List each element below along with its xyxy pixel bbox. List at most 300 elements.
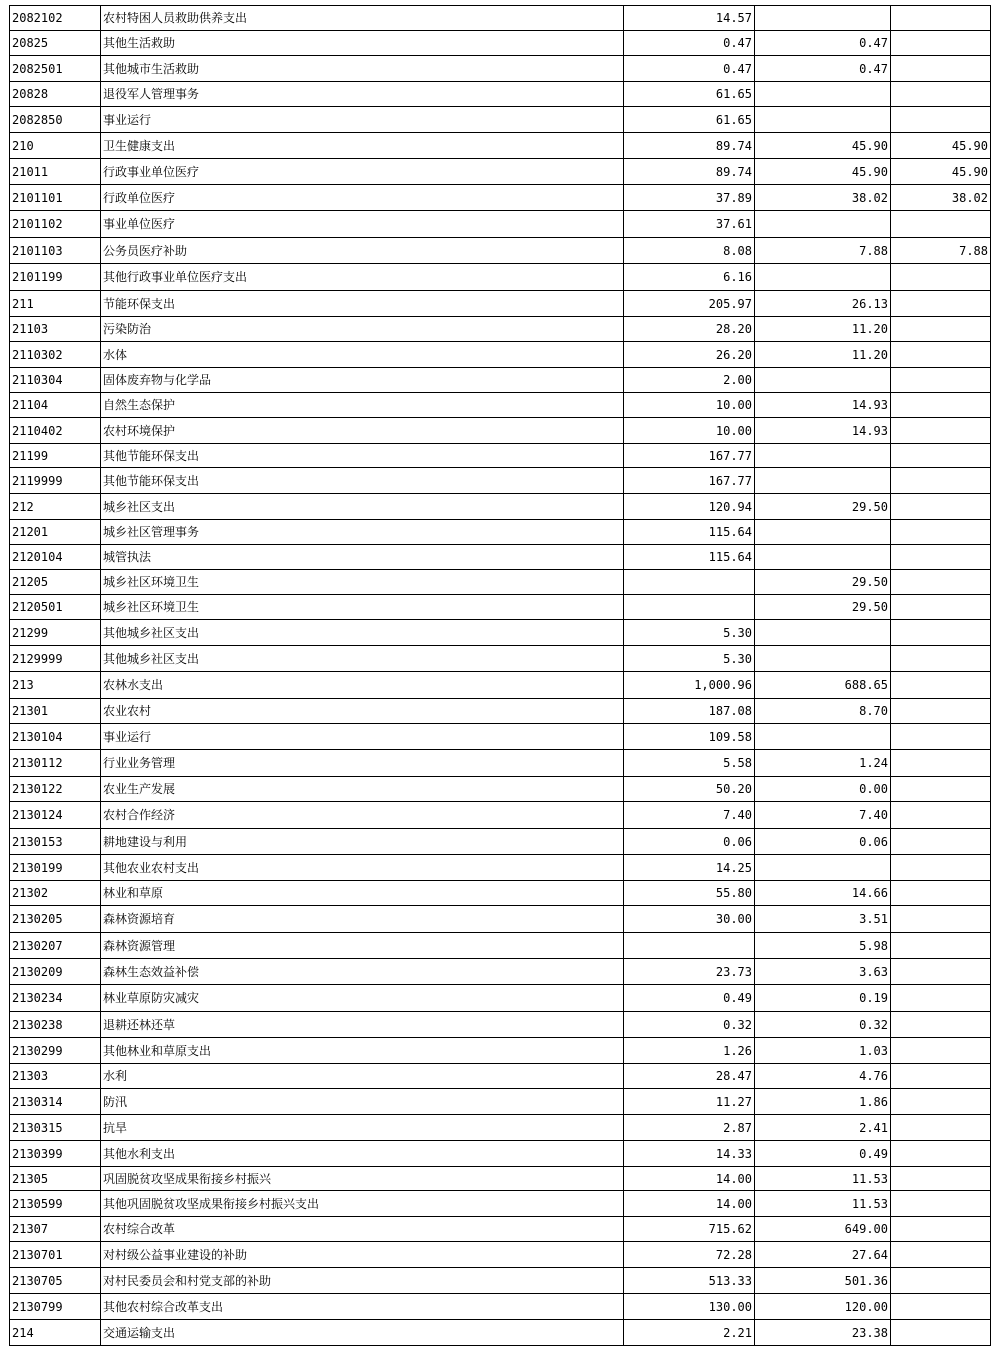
amount-cell-col-1: 10.00: [624, 393, 755, 418]
account-code-cell: 2130112: [10, 750, 101, 777]
table-row: [10, 1141, 991, 1167]
account-name-cell: 事业运行: [101, 724, 624, 750]
table-row: [10, 444, 991, 468]
amount-cell-col-1: 0.32: [624, 1012, 755, 1038]
account-code-cell: 21301: [10, 699, 101, 724]
amount-cell-col-2: 29.50: [755, 570, 891, 595]
account-code-cell: 2082850: [10, 107, 101, 133]
account-code-cell: 2130124: [10, 802, 101, 829]
account-name-cell: 林业草原防灾减灾: [101, 985, 624, 1012]
table-row: [10, 520, 991, 545]
amount-cell-col-3: [891, 1064, 991, 1089]
amount-cell-col-3: 38.02: [891, 185, 991, 211]
account-code-cell: 2101103: [10, 238, 101, 264]
amount-cell-col-2: 23.38: [755, 1320, 891, 1346]
table-row: [10, 1294, 991, 1320]
table-row: [10, 829, 991, 855]
table-row: [10, 570, 991, 595]
amount-cell-col-1: 61.65: [624, 107, 755, 133]
amount-cell-col-1: 0.47: [624, 31, 755, 56]
amount-cell-col-2: 11.20: [755, 317, 891, 342]
amount-cell-col-2: [755, 855, 891, 881]
amount-cell-col-1: 2.87: [624, 1115, 755, 1141]
amount-cell-col-3: 7.88: [891, 238, 991, 264]
amount-cell-col-2: [755, 6, 891, 31]
amount-cell-col-2: 27.64: [755, 1242, 891, 1268]
amount-cell-col-1: 115.64: [624, 520, 755, 545]
amount-cell-col-2: 3.63: [755, 959, 891, 985]
table-row: [10, 342, 991, 368]
amount-cell-col-1: 120.94: [624, 494, 755, 520]
amount-cell-col-1: [624, 933, 755, 959]
table-row: [10, 6, 991, 31]
amount-cell-col-1: 14.00: [624, 1167, 755, 1191]
amount-cell-col-3: [891, 82, 991, 107]
table-row: [10, 724, 991, 750]
amount-cell-col-3: [891, 1012, 991, 1038]
amount-cell-col-2: 14.93: [755, 393, 891, 418]
amount-cell-col-3: [891, 1038, 991, 1064]
amount-cell-col-1: 167.77: [624, 444, 755, 468]
amount-cell-col-1: 5.58: [624, 750, 755, 777]
account-name-cell: 污染防治: [101, 317, 624, 342]
budget-expenditure-table: [9, 5, 991, 1346]
table-row: [10, 1089, 991, 1115]
amount-cell-col-2: [755, 724, 891, 750]
table-row: [10, 1064, 991, 1089]
account-name-cell: 行政单位医疗: [101, 185, 624, 211]
amount-cell-col-3: [891, 393, 991, 418]
amount-cell-col-3: [891, 1320, 991, 1346]
amount-cell-col-2: 120.00: [755, 1294, 891, 1320]
amount-cell-col-3: [891, 724, 991, 750]
amount-cell-col-3: [891, 933, 991, 959]
amount-cell-col-1: 205.97: [624, 291, 755, 317]
amount-cell-col-3: 45.90: [891, 159, 991, 185]
amount-cell-col-1: 14.25: [624, 855, 755, 881]
amount-cell-col-3: [891, 802, 991, 829]
amount-cell-col-2: 4.76: [755, 1064, 891, 1089]
table-row: [10, 1167, 991, 1191]
account-code-cell: 2130399: [10, 1141, 101, 1167]
account-name-cell: 农业生产发展: [101, 777, 624, 802]
account-name-cell: 农村环境保护: [101, 418, 624, 444]
account-code-cell: 2119999: [10, 468, 101, 494]
table-row: [10, 238, 991, 264]
account-name-cell: 其他节能环保支出: [101, 468, 624, 494]
account-name-cell: 农村特困人员救助供养支出: [101, 6, 624, 31]
amount-cell-col-1: 1.26: [624, 1038, 755, 1064]
amount-cell-col-3: [891, 959, 991, 985]
account-name-cell: 耕地建设与利用: [101, 829, 624, 855]
amount-cell-col-3: [891, 1089, 991, 1115]
table-row: [10, 264, 991, 291]
amount-cell-col-3: [891, 855, 991, 881]
account-code-cell: 214: [10, 1320, 101, 1346]
amount-cell-col-3: [891, 56, 991, 82]
amount-cell-col-1: 513.33: [624, 1268, 755, 1294]
amount-cell-col-2: 0.00: [755, 777, 891, 802]
account-code-cell: 2130314: [10, 1089, 101, 1115]
account-code-cell: 2101199: [10, 264, 101, 291]
account-name-cell: 其他城乡社区支出: [101, 646, 624, 672]
table-row: [10, 802, 991, 829]
amount-cell-col-1: [624, 595, 755, 620]
amount-cell-col-2: [755, 468, 891, 494]
account-code-cell: 2130122: [10, 777, 101, 802]
account-name-cell: 行业业务管理: [101, 750, 624, 777]
account-name-cell: 卫生健康支出: [101, 133, 624, 159]
amount-cell-col-2: 0.19: [755, 985, 891, 1012]
table-row: [10, 595, 991, 620]
account-name-cell: 行政事业单位医疗: [101, 159, 624, 185]
amount-cell-col-1: 14.33: [624, 1141, 755, 1167]
account-code-cell: 2130205: [10, 906, 101, 933]
account-name-cell: 森林生态效益补偿: [101, 959, 624, 985]
account-name-cell: 交通运输支出: [101, 1320, 624, 1346]
table-row: [10, 646, 991, 672]
account-name-cell: 节能环保支出: [101, 291, 624, 317]
amount-cell-col-2: 688.65: [755, 672, 891, 699]
account-name-cell: 农业农村: [101, 699, 624, 724]
account-code-cell: 2130153: [10, 829, 101, 855]
account-code-cell: 21103: [10, 317, 101, 342]
account-name-cell: 其他生活救助: [101, 31, 624, 56]
amount-cell-col-1: 5.30: [624, 620, 755, 646]
amount-cell-col-1: 0.06: [624, 829, 755, 855]
account-code-cell: 21303: [10, 1064, 101, 1089]
table-row: [10, 777, 991, 802]
account-code-cell: 2130315: [10, 1115, 101, 1141]
amount-cell-col-1: 109.58: [624, 724, 755, 750]
amount-cell-col-1: 8.08: [624, 238, 755, 264]
account-code-cell: 2130238: [10, 1012, 101, 1038]
account-code-cell: 21299: [10, 620, 101, 646]
table-row: [10, 291, 991, 317]
amount-cell-col-3: [891, 107, 991, 133]
amount-cell-col-2: [755, 264, 891, 291]
amount-cell-col-2: 7.40: [755, 802, 891, 829]
amount-cell-col-2: 45.90: [755, 159, 891, 185]
amount-cell-col-2: 0.06: [755, 829, 891, 855]
account-code-cell: 2130234: [10, 985, 101, 1012]
amount-cell-col-1: 89.74: [624, 133, 755, 159]
amount-cell-col-2: 29.50: [755, 494, 891, 520]
amount-cell-col-1: 55.80: [624, 881, 755, 906]
amount-cell-col-1: 23.73: [624, 959, 755, 985]
table-row: [10, 185, 991, 211]
amount-cell-col-3: [891, 829, 991, 855]
table-row: [10, 933, 991, 959]
account-name-cell: 城管执法: [101, 545, 624, 570]
amount-cell-col-3: [891, 906, 991, 933]
table-row: [10, 1268, 991, 1294]
amount-cell-col-2: [755, 211, 891, 238]
amount-cell-col-1: 1,000.96: [624, 672, 755, 699]
amount-cell-col-2: 7.88: [755, 238, 891, 264]
account-code-cell: 2130209: [10, 959, 101, 985]
account-name-cell: 城乡社区环境卫生: [101, 595, 624, 620]
amount-cell-col-3: [891, 520, 991, 545]
amount-cell-col-3: [891, 570, 991, 595]
amount-cell-col-3: [891, 368, 991, 393]
account-name-cell: 事业单位医疗: [101, 211, 624, 238]
amount-cell-col-3: 45.90: [891, 133, 991, 159]
account-name-cell: 其他行政事业单位医疗支出: [101, 264, 624, 291]
table-row: [10, 906, 991, 933]
amount-cell-col-3: [891, 1242, 991, 1268]
amount-cell-col-1: 715.62: [624, 1217, 755, 1242]
account-code-cell: 2130701: [10, 1242, 101, 1268]
account-code-cell: 2130599: [10, 1191, 101, 1217]
table-row: [10, 1320, 991, 1346]
amount-cell-col-1: 28.47: [624, 1064, 755, 1089]
amount-cell-col-3: [891, 699, 991, 724]
table-row: [10, 1242, 991, 1268]
table-row: [10, 211, 991, 238]
account-name-cell: 城乡社区支出: [101, 494, 624, 520]
amount-cell-col-1: 7.40: [624, 802, 755, 829]
amount-cell-col-1: 115.64: [624, 545, 755, 570]
account-code-cell: 2130199: [10, 855, 101, 881]
amount-cell-col-1: 14.00: [624, 1191, 755, 1217]
amount-cell-col-3: [891, 264, 991, 291]
amount-cell-col-3: [891, 777, 991, 802]
amount-cell-col-3: [891, 672, 991, 699]
table-row: [10, 159, 991, 185]
account-code-cell: 2130207: [10, 933, 101, 959]
amount-cell-col-3: [891, 1217, 991, 1242]
account-name-cell: 其他节能环保支出: [101, 444, 624, 468]
amount-cell-col-1: 130.00: [624, 1294, 755, 1320]
amount-cell-col-1: 10.00: [624, 418, 755, 444]
table-row: [10, 494, 991, 520]
amount-cell-col-1: 167.77: [624, 468, 755, 494]
budget-table-wrapper: [9, 5, 991, 1346]
table-row: [10, 881, 991, 906]
amount-cell-col-1: 0.47: [624, 56, 755, 82]
amount-cell-col-3: [891, 881, 991, 906]
account-name-cell: 森林资源管理: [101, 933, 624, 959]
account-name-cell: 其他水利支出: [101, 1141, 624, 1167]
amount-cell-col-2: 29.50: [755, 595, 891, 620]
account-name-cell: 抗旱: [101, 1115, 624, 1141]
amount-cell-col-2: [755, 368, 891, 393]
amount-cell-col-1: 187.08: [624, 699, 755, 724]
amount-cell-col-2: [755, 545, 891, 570]
table-row: [10, 1191, 991, 1217]
amount-cell-col-1: 30.00: [624, 906, 755, 933]
table-row: [10, 1038, 991, 1064]
account-name-cell: 防汛: [101, 1089, 624, 1115]
table-row: [10, 985, 991, 1012]
table-row: [10, 545, 991, 570]
amount-cell-col-3: [891, 1268, 991, 1294]
amount-cell-col-1: 14.57: [624, 6, 755, 31]
amount-cell-col-3: [891, 985, 991, 1012]
amount-cell-col-2: 3.51: [755, 906, 891, 933]
amount-cell-col-2: 5.98: [755, 933, 891, 959]
table-row: [10, 750, 991, 777]
amount-cell-col-2: 14.66: [755, 881, 891, 906]
table-row: [10, 107, 991, 133]
account-name-cell: 退耕还林还草: [101, 1012, 624, 1038]
amount-cell-col-3: [891, 317, 991, 342]
amount-cell-col-2: 11.53: [755, 1167, 891, 1191]
table-row: [10, 1115, 991, 1141]
amount-cell-col-2: 11.20: [755, 342, 891, 368]
account-name-cell: 对村级公益事业建设的补助: [101, 1242, 624, 1268]
table-row: [10, 620, 991, 646]
amount-cell-col-2: [755, 646, 891, 672]
table-row: [10, 418, 991, 444]
amount-cell-col-1: [624, 570, 755, 595]
amount-cell-col-3: [891, 6, 991, 31]
amount-cell-col-3: [891, 342, 991, 368]
account-name-cell: 其他城乡社区支出: [101, 620, 624, 646]
amount-cell-col-1: 11.27: [624, 1089, 755, 1115]
account-code-cell: 2082501: [10, 56, 101, 82]
account-name-cell: 水利: [101, 1064, 624, 1089]
amount-cell-col-3: [891, 1115, 991, 1141]
amount-cell-col-1: 61.65: [624, 82, 755, 107]
amount-cell-col-1: 72.28: [624, 1242, 755, 1268]
account-code-cell: 2130705: [10, 1268, 101, 1294]
amount-cell-col-3: [891, 31, 991, 56]
table-row: [10, 1012, 991, 1038]
account-name-cell: 自然生态保护: [101, 393, 624, 418]
account-code-cell: 2110402: [10, 418, 101, 444]
table-row: [10, 133, 991, 159]
amount-cell-col-2: 38.02: [755, 185, 891, 211]
account-code-cell: 2130299: [10, 1038, 101, 1064]
amount-cell-col-1: 37.61: [624, 211, 755, 238]
amount-cell-col-1: 28.20: [624, 317, 755, 342]
amount-cell-col-2: [755, 520, 891, 545]
amount-cell-col-2: 8.70: [755, 699, 891, 724]
amount-cell-col-2: 1.24: [755, 750, 891, 777]
amount-cell-col-2: [755, 82, 891, 107]
account-name-cell: 公务员医疗补助: [101, 238, 624, 264]
account-name-cell: 巩固脱贫攻坚成果衔接乡村振兴: [101, 1167, 624, 1191]
amount-cell-col-3: [891, 545, 991, 570]
table-body: [10, 6, 991, 1346]
amount-cell-col-2: 0.47: [755, 56, 891, 82]
amount-cell-col-1: 37.89: [624, 185, 755, 211]
amount-cell-col-1: 50.20: [624, 777, 755, 802]
account-code-cell: 21305: [10, 1167, 101, 1191]
table-row: [10, 855, 991, 881]
table-row: [10, 959, 991, 985]
account-name-cell: 事业运行: [101, 107, 624, 133]
amount-cell-col-3: [891, 211, 991, 238]
amount-cell-col-2: 26.13: [755, 291, 891, 317]
table-row: [10, 699, 991, 724]
amount-cell-col-3: [891, 468, 991, 494]
amount-cell-col-1: 5.30: [624, 646, 755, 672]
account-name-cell: 森林资源培育: [101, 906, 624, 933]
account-code-cell: 211: [10, 291, 101, 317]
amount-cell-col-1: 2.00: [624, 368, 755, 393]
amount-cell-col-2: 501.36: [755, 1268, 891, 1294]
account-code-cell: 2130799: [10, 1294, 101, 1320]
table-row: [10, 31, 991, 56]
amount-cell-col-3: [891, 750, 991, 777]
table-row: [10, 393, 991, 418]
account-code-cell: 2120501: [10, 595, 101, 620]
amount-cell-col-2: 11.53: [755, 1191, 891, 1217]
account-code-cell: 2110304: [10, 368, 101, 393]
table-row: [10, 1217, 991, 1242]
amount-cell-col-3: [891, 1167, 991, 1191]
table-row: [10, 368, 991, 393]
amount-cell-col-2: 2.41: [755, 1115, 891, 1141]
account-code-cell: 21199: [10, 444, 101, 468]
account-name-cell: 其他农业农村支出: [101, 855, 624, 881]
account-code-cell: 21307: [10, 1217, 101, 1242]
amount-cell-col-2: 14.93: [755, 418, 891, 444]
account-code-cell: 2110302: [10, 342, 101, 368]
amount-cell-col-3: [891, 1141, 991, 1167]
account-name-cell: 城乡社区环境卫生: [101, 570, 624, 595]
amount-cell-col-3: [891, 620, 991, 646]
amount-cell-col-2: 0.49: [755, 1141, 891, 1167]
account-name-cell: 其他林业和草原支出: [101, 1038, 624, 1064]
amount-cell-col-2: 0.32: [755, 1012, 891, 1038]
account-name-cell: 其他农村综合改革支出: [101, 1294, 624, 1320]
amount-cell-col-3: [891, 444, 991, 468]
account-name-cell: 固体废弃物与化学品: [101, 368, 624, 393]
amount-cell-col-2: [755, 107, 891, 133]
account-name-cell: 其他城市生活救助: [101, 56, 624, 82]
account-code-cell: 21302: [10, 881, 101, 906]
account-name-cell: 林业和草原: [101, 881, 624, 906]
account-code-cell: 2101102: [10, 211, 101, 238]
amount-cell-col-3: [891, 291, 991, 317]
amount-cell-col-3: [891, 646, 991, 672]
account-name-cell: 水体: [101, 342, 624, 368]
table-row: [10, 468, 991, 494]
account-code-cell: 21201: [10, 520, 101, 545]
account-code-cell: 21205: [10, 570, 101, 595]
account-code-cell: 2101101: [10, 185, 101, 211]
account-name-cell: 对村民委员会和村党支部的补助: [101, 1268, 624, 1294]
amount-cell-col-3: [891, 1191, 991, 1217]
account-name-cell: 农村综合改革: [101, 1217, 624, 1242]
amount-cell-col-3: [891, 1294, 991, 1320]
account-code-cell: 20825: [10, 31, 101, 56]
amount-cell-col-1: 89.74: [624, 159, 755, 185]
account-code-cell: 210: [10, 133, 101, 159]
amount-cell-col-3: [891, 418, 991, 444]
table-row: [10, 317, 991, 342]
table-row: [10, 82, 991, 107]
account-code-cell: 21104: [10, 393, 101, 418]
account-code-cell: 212: [10, 494, 101, 520]
amount-cell-col-2: 649.00: [755, 1217, 891, 1242]
account-code-cell: 2129999: [10, 646, 101, 672]
amount-cell-col-2: 45.90: [755, 133, 891, 159]
amount-cell-col-1: 6.16: [624, 264, 755, 291]
account-code-cell: 2082102: [10, 6, 101, 31]
account-code-cell: 213: [10, 672, 101, 699]
account-name-cell: 农村合作经济: [101, 802, 624, 829]
account-code-cell: 2120104: [10, 545, 101, 570]
amount-cell-col-3: [891, 494, 991, 520]
account-name-cell: 其他巩固脱贫攻坚成果衔接乡村振兴支出: [101, 1191, 624, 1217]
amount-cell-col-2: 0.47: [755, 31, 891, 56]
amount-cell-col-2: [755, 444, 891, 468]
